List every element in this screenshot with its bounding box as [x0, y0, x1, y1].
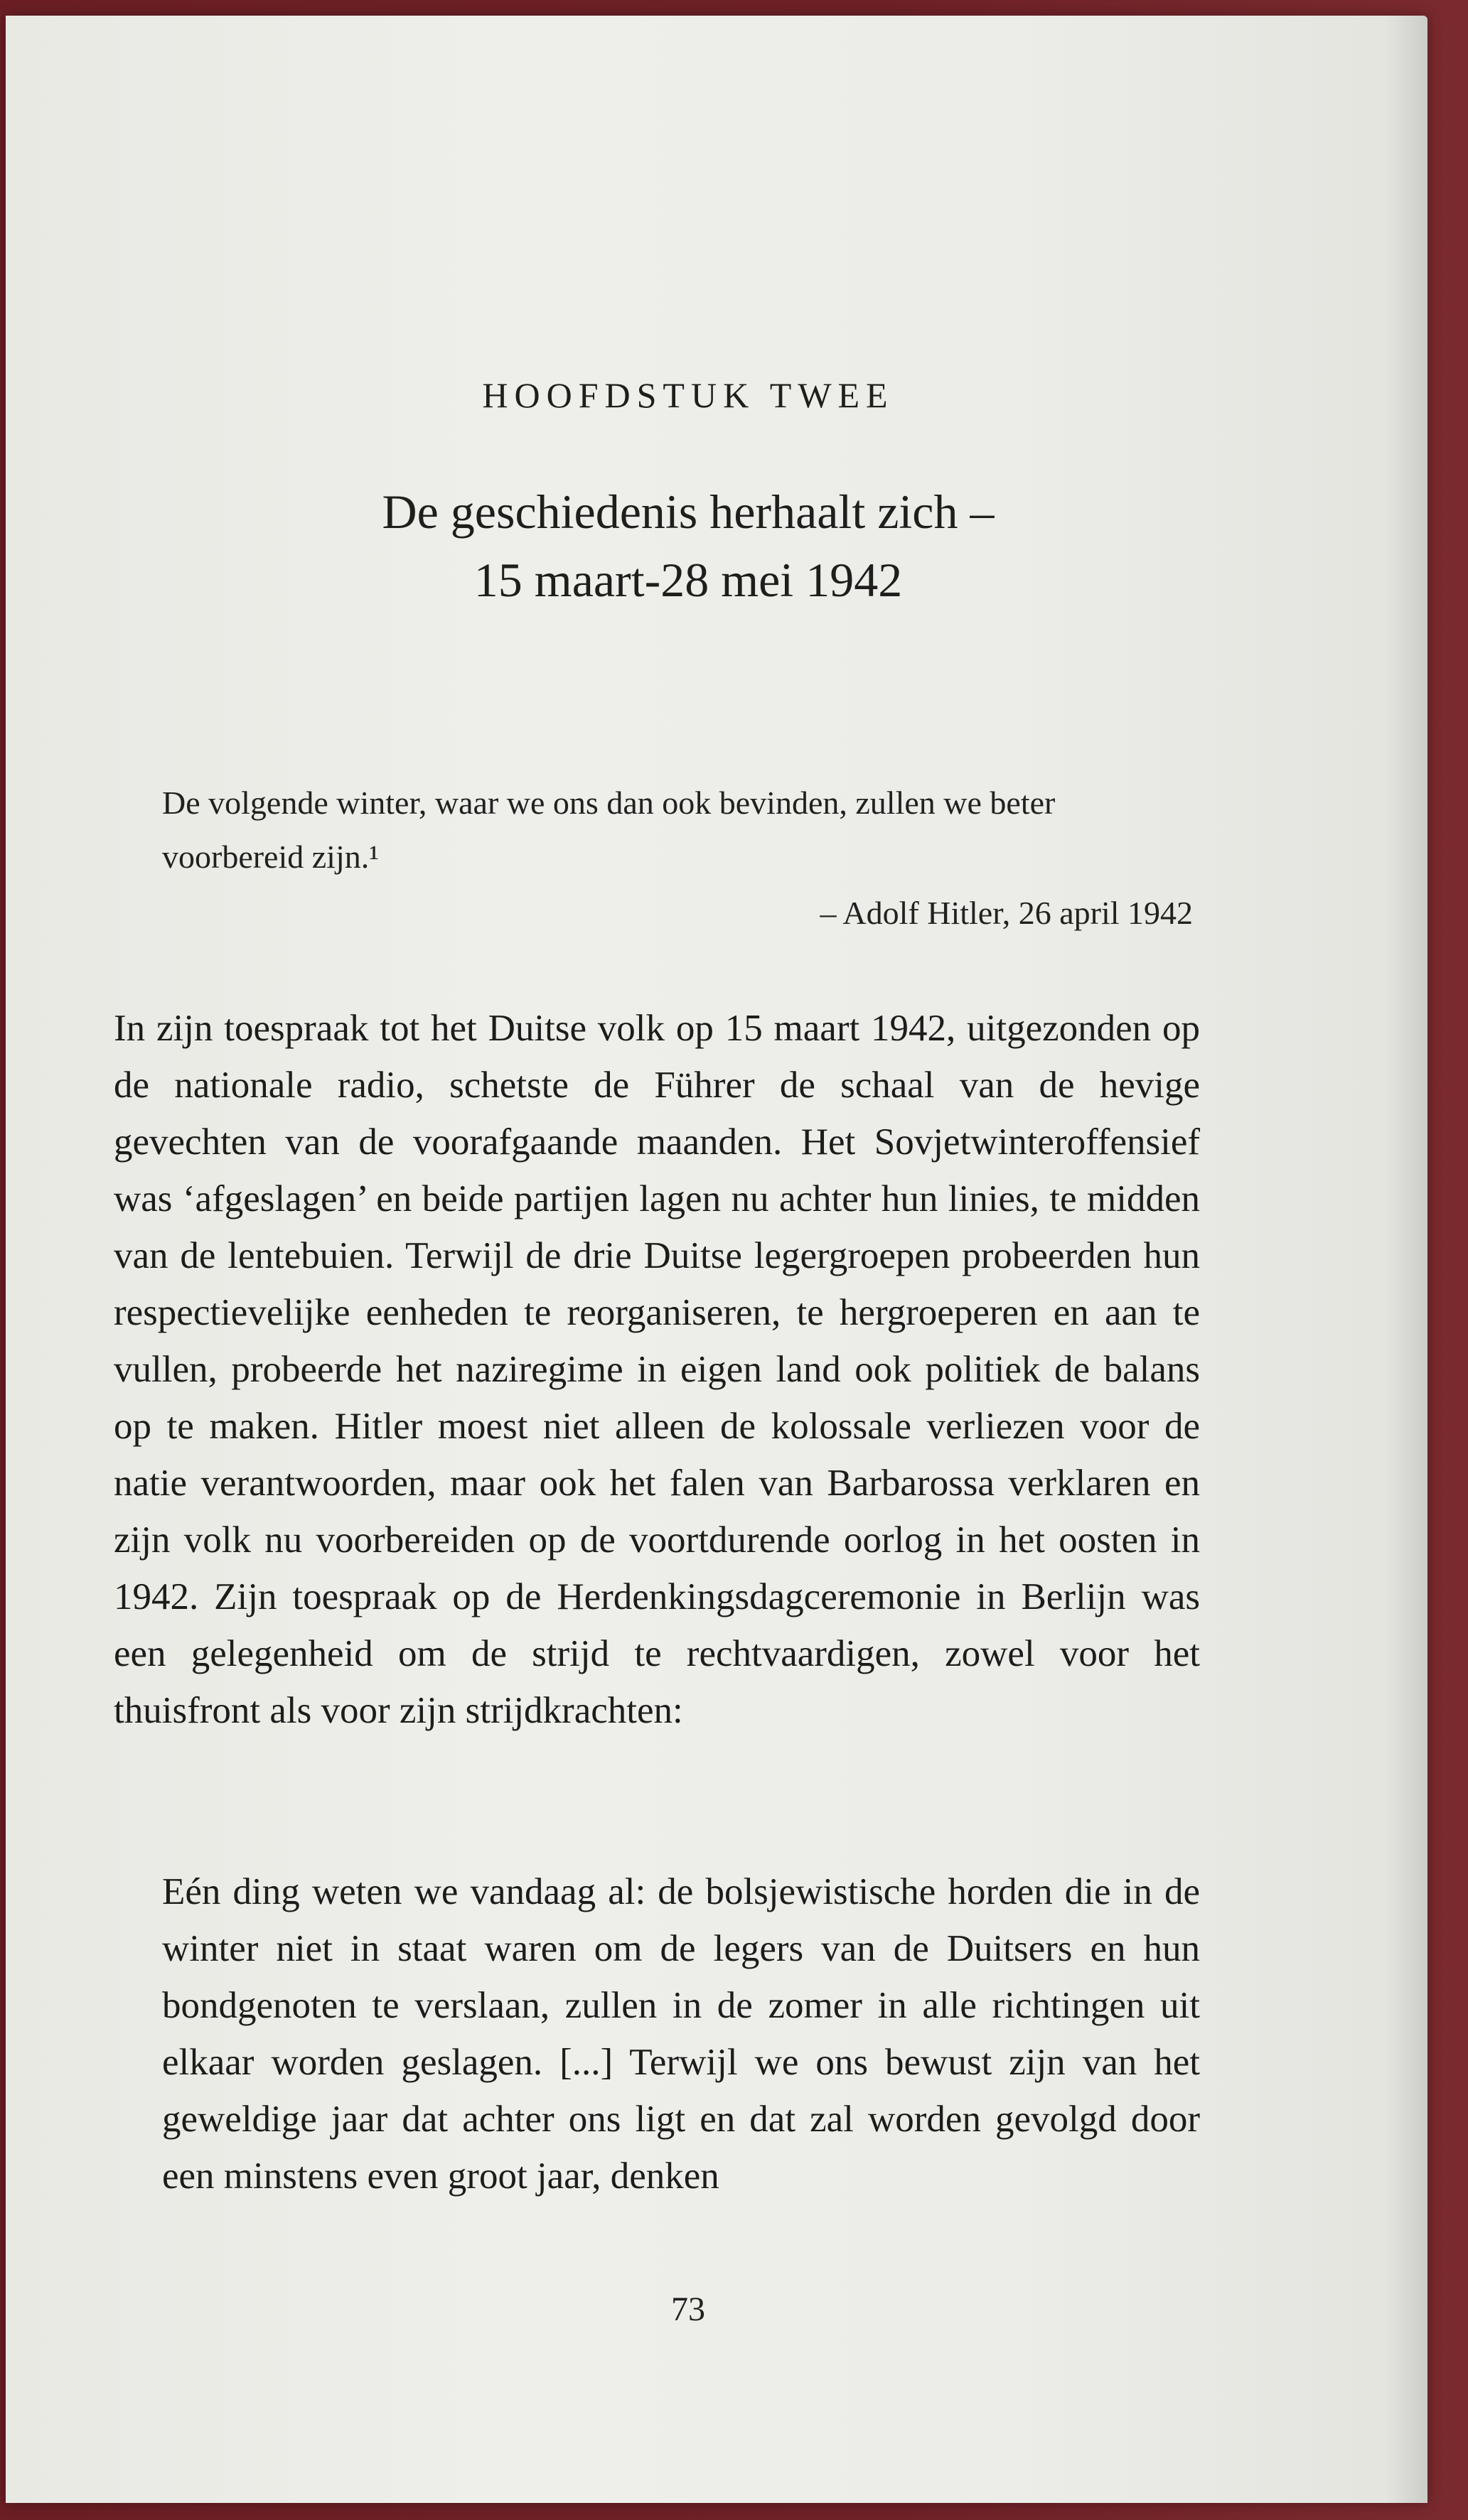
page-number: 73	[671, 2290, 705, 2328]
epigraph-attribution: – Adolf Hitler, 26 april 1942	[820, 895, 1193, 931]
chapter-title-line-1: De geschiedenis herhaalt zich –	[382, 485, 995, 539]
epigraph-text: De volgende winter, waar we ons dan ook bevinden, zullen we beter voorbereid zijn.¹	[162, 785, 1056, 875]
chapter-title-line-2: 15 maart-28 mei 1942	[473, 553, 903, 607]
book-page	[6, 16, 1427, 2503]
chapter-label: HOOFDSTUK TWEE	[482, 375, 894, 415]
body-paragraph: In zijn toespraak tot het Duitse volk op 15 maart 1942, uitgezonden op de nationale radio, schetste de Führer de schaal van de hevige gevechten van de voorafgaande maanden. Het Sovjetwinteroffensief was ‘afgeslagen’ en beide partijen lagen nu achter hun linies, te midden van de lentebuien. Terwijl de drie Duitse legergroepen probeerden hun respectievelijke eenheden te reorganiseren, te hergroeperen en aan te vullen, probeerde het naziregime in eigen land ook politiek de balans op te maken. Hitler moest niet alleen de kolossale verliezen voor de natie verantwoorden, maar ook het falen van Barbarossa verklaren en zijn volk nu voorbereiden op de voortdurende oorlog in het oosten in 1942. Zijn toespraak op de Herdenkingsdagceremonie in Berlijn was een gelegenheid om de strijd te rechtvaardigen, zowel voor het thuisfront als voor zijn strijdkrachten:	[114, 1008, 1200, 1731]
block-quote: Eén ding weten we vandaag al: de bolsjewistische horden die in de winter niet in staat waren om de legers van de Duitsers en hun bondgenoten te verslaan, zullen in de zomer in alle richtingen uit elkaar worden geslagen. [...] Terwijl we ons bewust zijn van het geweldige jaar dat achter ons ligt en dat zal worden gevolgd door een minstens even groot jaar, denken	[162, 1871, 1200, 2197]
chapter-title	[6, 478, 1371, 614]
